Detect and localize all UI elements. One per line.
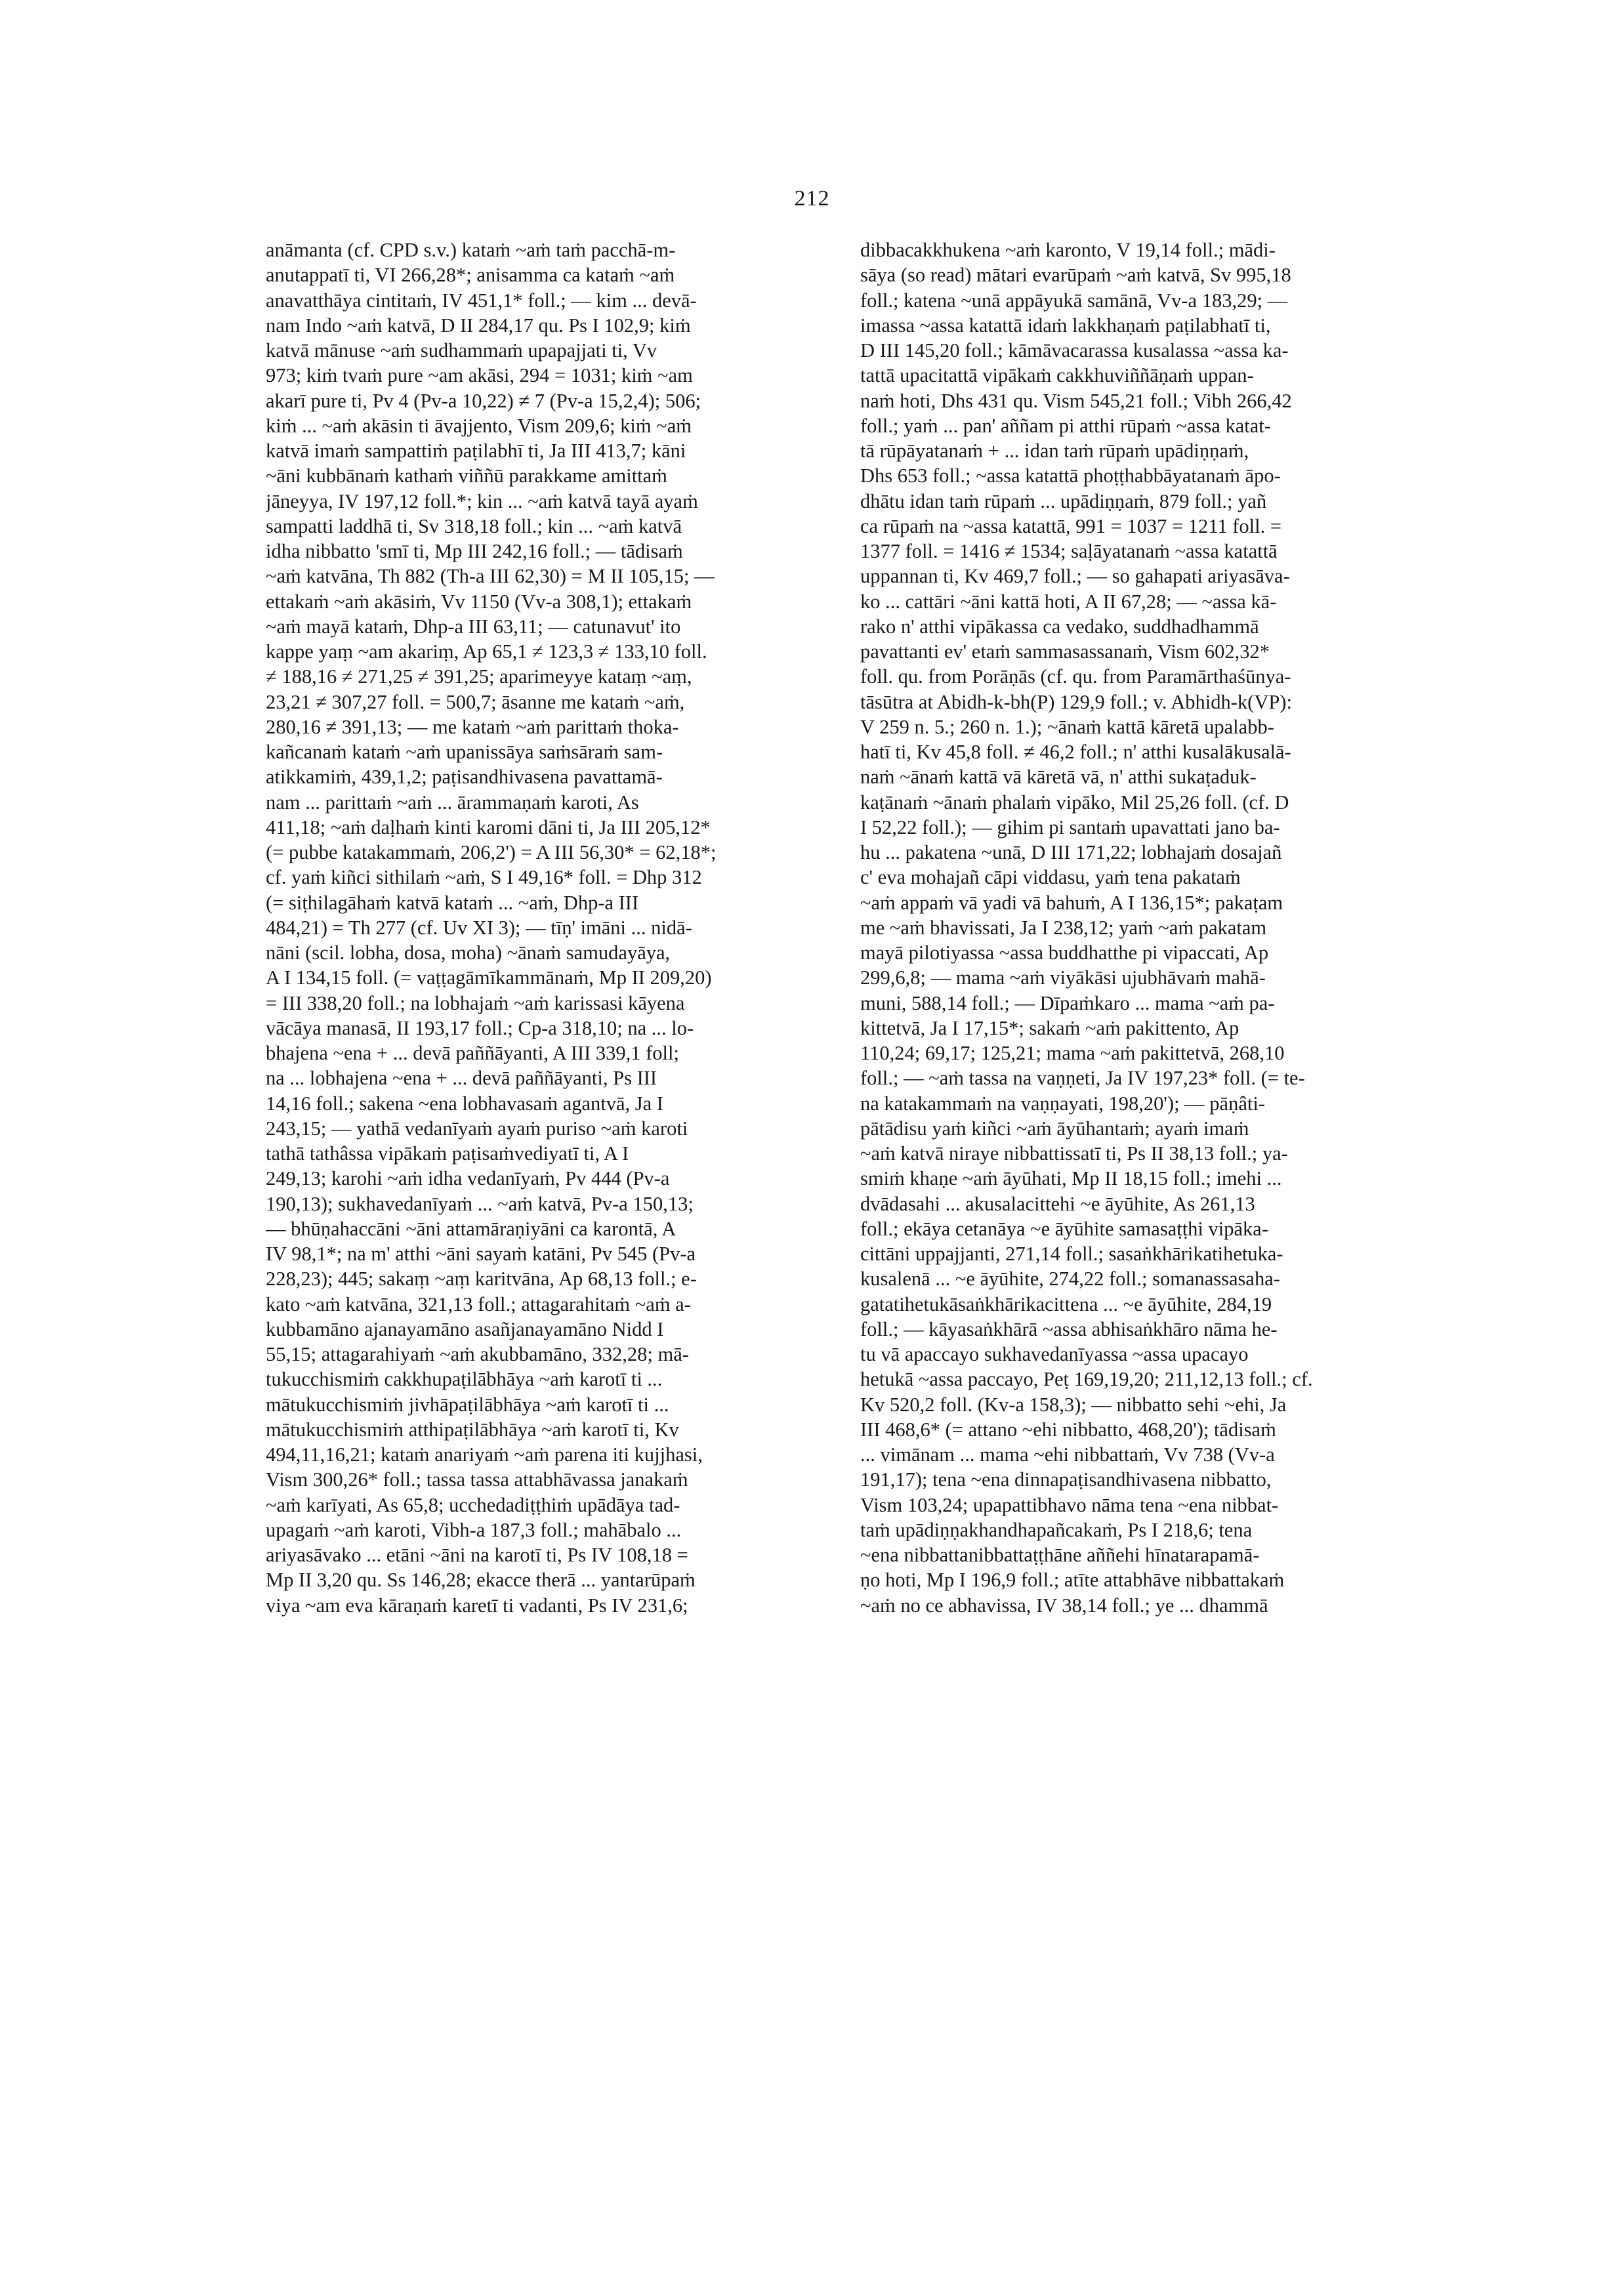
left-column-line: atikkamiṁ, 439,1,2; paṭisandhivasena pavattamā- — [266, 766, 663, 789]
right-column-line: 299,6,8; — mama ~aṁ viyākāsi ujubhāvaṁ mahā- — [860, 966, 1266, 989]
left-column-line: mātukucchismiṁ atthipaṭilābhāya ~aṁ karotī ti, Kv — [266, 1418, 679, 1441]
left-column-line: idha nibbatto 'smī ti, Mp III 242,16 foll.; — tādisaṁ — [266, 540, 683, 562]
right-column-line: foll.; — ~aṁ tassa na vaṇṇeti, Ja IV 197,23* foll. (= te- — [860, 1067, 1305, 1090]
left-column-line: 228,23); 445; sakaṃ ~aṃ karitvāna, Ap 68,13 foll.; e- — [266, 1268, 697, 1291]
right-column-line: na katakammaṁ na vaṇṇayati, 198,20'); — pāṇâti- — [860, 1092, 1265, 1115]
right-column-line: dibbacakkhukena ~aṁ karonto, V 19,14 foll.; mādi- — [860, 239, 1276, 261]
left-column-line: tathā tathâssa vipākaṁ paṭisaṁvediyatī ti, A I — [266, 1142, 629, 1165]
left-column-line: = III 338,20 foll.; na lobhajaṁ ~aṁ karissasi kāyena — [266, 991, 685, 1014]
right-column-line: Kv 520,2 foll. (Kv-a 158,3); — nibbatto sehi ~ehi, Ja — [860, 1393, 1287, 1416]
left-column-line: viya ~am eva kāraṇaṁ karetī ti vadanti, Ps IV 231,6; — [266, 1594, 688, 1617]
left-column-line: tukucchismiṁ cakkhupaṭilābhāya ~aṁ karotī ti ... — [266, 1368, 663, 1391]
right-column-line: III 468,6* (= attano ~ehi nibbatto, 468,20'); tādisaṁ — [860, 1418, 1276, 1441]
left-column-line: 411,18; ~aṁ daḷhaṁ kinti karomi dāni ti, Ja III 205,12* — [266, 816, 711, 838]
right-column-line: ... vimānam ... mama ~ehi nibbattaṁ, Vv 738 (Vv-a — [860, 1443, 1275, 1466]
left-column-line: cf. yaṁ kiñci sithilaṁ ~aṁ, S I 49,16* foll. = Dhp 312 — [266, 866, 702, 889]
right-column-line: mayā pilotiyassa ~assa buddhatthe pi vipaccati, Ap — [860, 941, 1269, 964]
right-column-line: Dhs 653 foll.; ~assa katattā phoṭṭhabbāyatanaṁ āpo- — [860, 465, 1281, 487]
right-column-line: ~aṁ katvā niraye nibbattissatī ti, Ps II 38,13 foll.; ya- — [860, 1142, 1288, 1165]
right-column-line: uppannan ti, Kv 469,7 foll.; — so gahapati ariyasāva- — [860, 565, 1290, 588]
left-column-line: 14,16 foll.; sakena ~ena lobhavasaṁ agantvā, Ja I — [266, 1092, 663, 1115]
right-column-line: I 52,22 foll.); — gihim pi santaṁ upavattati jano ba- — [860, 816, 1280, 838]
left-column-line: (= pubbe katakammaṁ, 206,2') = A III 56,30* = 62,18*; — [266, 841, 717, 863]
left-column-line: anāmanta (cf. CPD s.v.) kataṁ ~aṁ taṁ pacchā-m- — [266, 239, 676, 261]
right-column-line: foll. qu. from Porāṇās (cf. qu. from Paramārthaśūnya- — [860, 665, 1291, 688]
right-column-line: ca rūpaṁ na ~assa katattā, 991 = 1037 = 1211 foll. = — [860, 514, 1282, 537]
right-column-line: D III 145,20 foll.; kāmāvacarassa kusalassa ~assa ka- — [860, 339, 1289, 362]
right-column-line: ~aṁ appaṁ vā yadi vā bahuṁ, A I 136,15*; pakaṭam — [860, 891, 1283, 914]
left-column-line: A I 134,15 foll. (= vaṭṭagāmīkammānaṁ, Mp II 209,20) — [266, 966, 712, 989]
left-column-line: 243,15; — yathā vedanīyaṁ ayaṁ puriso ~aṁ karoti — [266, 1117, 688, 1140]
right-column-line: 1377 foll. = 1416 ≠ 1534; saḷāyatanaṁ ~assa katattā — [860, 540, 1278, 562]
right-column-line: kittetvā, Ja I 17,15*; sakaṁ ~aṁ pakittento, Ap — [860, 1016, 1239, 1039]
left-column-line: akarī pure ti, Pv 4 (Pv-a 10,22) ≠ 7 (Pv-a 15,2,4); 506; — [266, 389, 701, 412]
left-column-line: ~aṁ karīyati, As 65,8; ucchedadiṭṭhiṁ upādāya tad- — [266, 1493, 680, 1516]
right-column-line: imassa ~assa katattā idaṁ lakkhaṇaṁ paṭilabhatī ti, — [860, 314, 1271, 337]
right-column-line: ~ena nibbattanibbattaṭṭhāne aññehi hīnatarapamā- — [860, 1544, 1260, 1566]
left-column-line: upagaṁ ~aṁ karoti, Vibh-a 187,3 foll.; mahābalo ... — [266, 1518, 682, 1541]
right-column-line: foll.; — kāyasaṅkhārā ~assa abhisaṅkhāro nāma he- — [860, 1317, 1278, 1340]
left-column — [266, 238, 806, 1618]
left-column-line: 55,15; attagarahiyaṁ ~aṁ akubbamāno, 332,28; mā- — [266, 1343, 689, 1365]
right-column-line: c' eva mohajañ cāpi viddasu, yaṁ tena pakataṁ — [860, 866, 1241, 889]
left-column-line: IV 98,1*; na m' atthi ~āni sayaṁ katāni, Pv 545 (Pv-a — [266, 1243, 696, 1265]
right-column-line: kusalenā ... ~e āyūhite, 274,22 foll.; somanassasaha- — [860, 1268, 1280, 1291]
right-column-line: naṁ ~ānaṁ kattā vā kāretā vā, n' atthi sukaṭaduk- — [860, 766, 1257, 789]
left-column-line: nāni (scil. lobha, dosa, moha) ~ānaṁ samudayāya, — [266, 941, 671, 964]
right-column-line: rako n' atthi vipākassa ca vedako, suddhadhammā — [860, 615, 1259, 638]
left-column-line: ~aṁ mayā kataṁ, Dhp-a III 63,11; — catunavut' ito — [266, 615, 681, 638]
right-column-line: tāsūtra at Abidh-k-bh(P) 129,9 foll.; v. Abhidh-k(VP): — [860, 690, 1292, 713]
right-column-line: pātādisu yaṁ kiñci ~aṁ āyūhantaṁ; ayaṁ imaṁ — [860, 1117, 1249, 1140]
right-column-line: me ~aṁ bhavissati, Ja I 238,12; yaṁ ~aṁ pakatam — [860, 916, 1267, 939]
left-column-line: katvā imaṁ sampattiṁ paṭilabhī ti, Ja III 413,7; kāni — [266, 440, 686, 462]
right-column — [860, 238, 1400, 1618]
right-column-line: 191,17); tena ~ena dinnapaṭisandhivasena nibbatto, — [860, 1468, 1272, 1491]
right-column-line: hatī ti, Kv 45,8 foll. ≠ 46,2 foll.; n' atthi kusalākusalā- — [860, 741, 1291, 763]
left-column-line: 494,11,16,21; kataṁ anariyaṁ ~aṁ parena iti kujjhasi, — [266, 1443, 703, 1466]
left-column-line: 190,13); sukhavedanīyaṁ ... ~aṁ katvā, Pv-a 150,13; — [266, 1192, 694, 1215]
left-column-line: kiṁ ... ~aṁ akāsin ti āvajjento, Vism 209,6; kiṁ ~aṁ — [266, 414, 692, 437]
left-column-line: anavatthāya cintitaṁ, IV 451,1* foll.; — kim ... devā- — [266, 289, 697, 312]
left-column-line: 973; kiṁ tvaṁ pure ~am akāsi, 294 = 1031; kiṁ ~am — [266, 364, 693, 387]
right-column-line: smiṁ khaṇe ~aṁ āyūhati, Mp II 18,15 foll.; imehi ... — [860, 1167, 1282, 1190]
left-column-line: bhajena ~ena + ... devā paññāyanti, A III 339,1 foll; — [266, 1042, 679, 1064]
left-column-line: 23,21 ≠ 307,27 foll. = 500,7; āsanne me kataṁ ~aṁ, — [266, 690, 685, 713]
left-column-line: kappe yaṃ ~am akariṃ, Ap 65,1 ≠ 123,3 ≠ 133,10 foll. — [266, 640, 707, 663]
right-column-line: Vism 103,24; upapattibhavo nāma tena ~ena nibbat- — [860, 1493, 1279, 1516]
left-column-line: jāneyya, IV 197,12 foll.*; kin ... ~aṁ katvā tayā ayaṁ — [266, 489, 698, 512]
page-number: 212 — [794, 186, 830, 211]
left-column-line: anutappatī ti, VI 266,28*; anisamma ca kataṁ ~aṁ — [266, 264, 675, 287]
left-column-line: kubbamāno ajanayamāno asañjanayamāno Nidd I — [266, 1317, 664, 1340]
right-column-line: hu ... pakatena ~unā, D III 171,22; lobhajaṁ dosajañ — [860, 841, 1282, 863]
left-column-line: nam Indo ~aṁ katvā, D II 284,17 qu. Ps I 102,9; kiṁ — [266, 314, 691, 337]
right-column-line: gatatihetukāsaṅkhārikacittena ... ~e āyūhite, 284,19 — [860, 1292, 1272, 1315]
left-column-line: sampatti laddhā ti, Sv 318,18 foll.; kin ... ~aṁ katvā — [266, 514, 682, 537]
left-column-line: ≠ 188,16 ≠ 271,25 ≠ 391,25; aparimeyye kataṃ ~aṃ, — [266, 665, 692, 688]
right-column-line: pavattanti ev' etaṁ sammasassanaṁ, Vism 602,32* — [860, 640, 1270, 663]
right-column-line: muni, 588,14 foll.; — Dīpaṁkaro ... mama ~aṁ pa- — [860, 991, 1275, 1014]
right-column-line: tattā upacitattā vipākaṁ cakkhuviññāṇaṁ uppan- — [860, 364, 1254, 387]
left-column-line: ~aṁ katvāna, Th 882 (Th-a III 62,30) = M II 105,15; — — [266, 565, 715, 588]
left-column-line: 249,13; karohi ~aṁ idha vedanīyaṁ, Pv 444 (Pv-a — [266, 1167, 670, 1190]
right-column-line: ~aṁ no ce abhavissa, IV 38,14 foll.; ye ... dhammā — [860, 1594, 1268, 1617]
right-column-line: foll.; katena ~unā appāyukā samānā, Vv-a 183,29; — — [860, 289, 1288, 312]
right-column-line: tā rūpāyatanaṁ + ... idan taṁ rūpaṁ upādiṇṇaṁ, — [860, 440, 1249, 462]
right-column-line: ko ... cattāri ~āni kattā hoti, A II 67,28; — ~assa kā- — [860, 590, 1277, 613]
right-column-line: cittāni uppajjanti, 271,14 foll.; sasaṅkhārikatihetuka- — [860, 1243, 1283, 1265]
left-column-line: mātukucchismiṁ jivhāpaṭilābhāya ~aṁ karotī ti ... — [266, 1393, 669, 1416]
left-column-line: Mp II 3,20 qu. Ss 146,28; ekacce therā ... yantarūpaṁ — [266, 1569, 696, 1592]
left-column-line: (= siṭhilagāhaṁ katvā kataṁ ... ~aṁ, Dhp-a III — [266, 891, 639, 914]
left-column-line: 484,21) = Th 277 (cf. Uv XI 3); — tīṇ' imāni ... nidā- — [266, 916, 692, 939]
right-column-line: naṁ hoti, Dhs 431 qu. Vism 545,21 foll.; Vibh 266,42 — [860, 389, 1292, 412]
right-column-line: dvādasahi ... akusalacittehi ~e āyūhite, As 261,13 — [860, 1192, 1255, 1215]
left-column-line: kato ~aṁ katvāna, 321,13 foll.; attagarahitaṁ ~aṁ a- — [266, 1292, 691, 1315]
right-column-line: dhātu idan taṁ rūpaṁ ... upādiṇṇaṁ, 879 foll.; yañ — [860, 489, 1267, 512]
left-column-line: — bhūṇahaccāni ~āni attamāraṇiyāni ca karontā, A — [266, 1217, 677, 1240]
left-column-line: ~āni kubbānaṁ kathaṁ viññū parakkame amittaṁ — [266, 465, 667, 487]
left-column-line: 280,16 ≠ 391,13; — me kataṁ ~aṁ parittaṁ thoka- — [266, 715, 679, 738]
right-column-line: kaṭānaṁ ~ānaṁ phalaṁ vipāko, Mil 25,26 foll. (cf. D — [860, 791, 1289, 814]
left-column-line: katvā mānuse ~aṁ sudhammaṁ upapajjati ti, Vv — [266, 339, 657, 362]
right-column-line: V 259 n. 5.; 260 n. 1.); ~ānaṁ kattā kāretā upalabb- — [860, 715, 1274, 738]
left-column-line: nam ... parittaṁ ~aṁ ... ārammaṇaṁ karoti, As — [266, 791, 639, 814]
right-column-line: hetukā ~assa paccayo, Peṭ 169,19,20; 211,12,13 foll.; cf. — [860, 1368, 1313, 1391]
right-column-line: foll.; yaṁ ... pan' aññam pi atthi rūpaṁ ~assa katat- — [860, 414, 1271, 437]
left-column-line: na ... lobhajena ~ena + ... devā paññāyanti, Ps III — [266, 1067, 657, 1090]
left-column-line: vācāya manasā, II 193,17 foll.; Cp-a 318,10; na ... lo- — [266, 1016, 694, 1039]
right-column-line: foll.; ekāya cetanāya ~e āyūhite samasaṭṭhi vipāka- — [860, 1217, 1268, 1240]
right-column-line: tu vā apaccayo sukhavedanīyassa ~assa upacayo — [860, 1343, 1249, 1365]
right-column-line: ṇo hoti, Mp I 196,9 foll.; atīte attabhāve nibbattakaṁ — [860, 1569, 1285, 1592]
right-column-line: sāya (so read) mātari evarūpaṁ ~aṁ katvā, Sv 995,18 — [860, 264, 1291, 287]
right-column-line: taṁ upādiṇṇakhandhapañcakaṁ, Ps I 218,6; tena — [860, 1518, 1253, 1541]
left-column-line: kañcanaṁ kataṁ ~aṁ upanissāya saṁsāraṁ sam- — [266, 741, 663, 763]
left-column-line: Vism 300,26* foll.; tassa tassa attabhāvassa janakaṁ — [266, 1468, 688, 1491]
right-column-line: 110,24; 69,17; 125,21; mama ~aṁ pakittetvā, 268,10 — [860, 1042, 1285, 1064]
left-column-line: ettakaṁ ~aṁ akāsiṁ, Vv 1150 (Vv-a 308,1); ettakaṁ — [266, 590, 692, 613]
left-column-line: ariyasāvako ... etāni ~āni na karotī ti, Ps IV 108,18 = — [266, 1544, 688, 1566]
